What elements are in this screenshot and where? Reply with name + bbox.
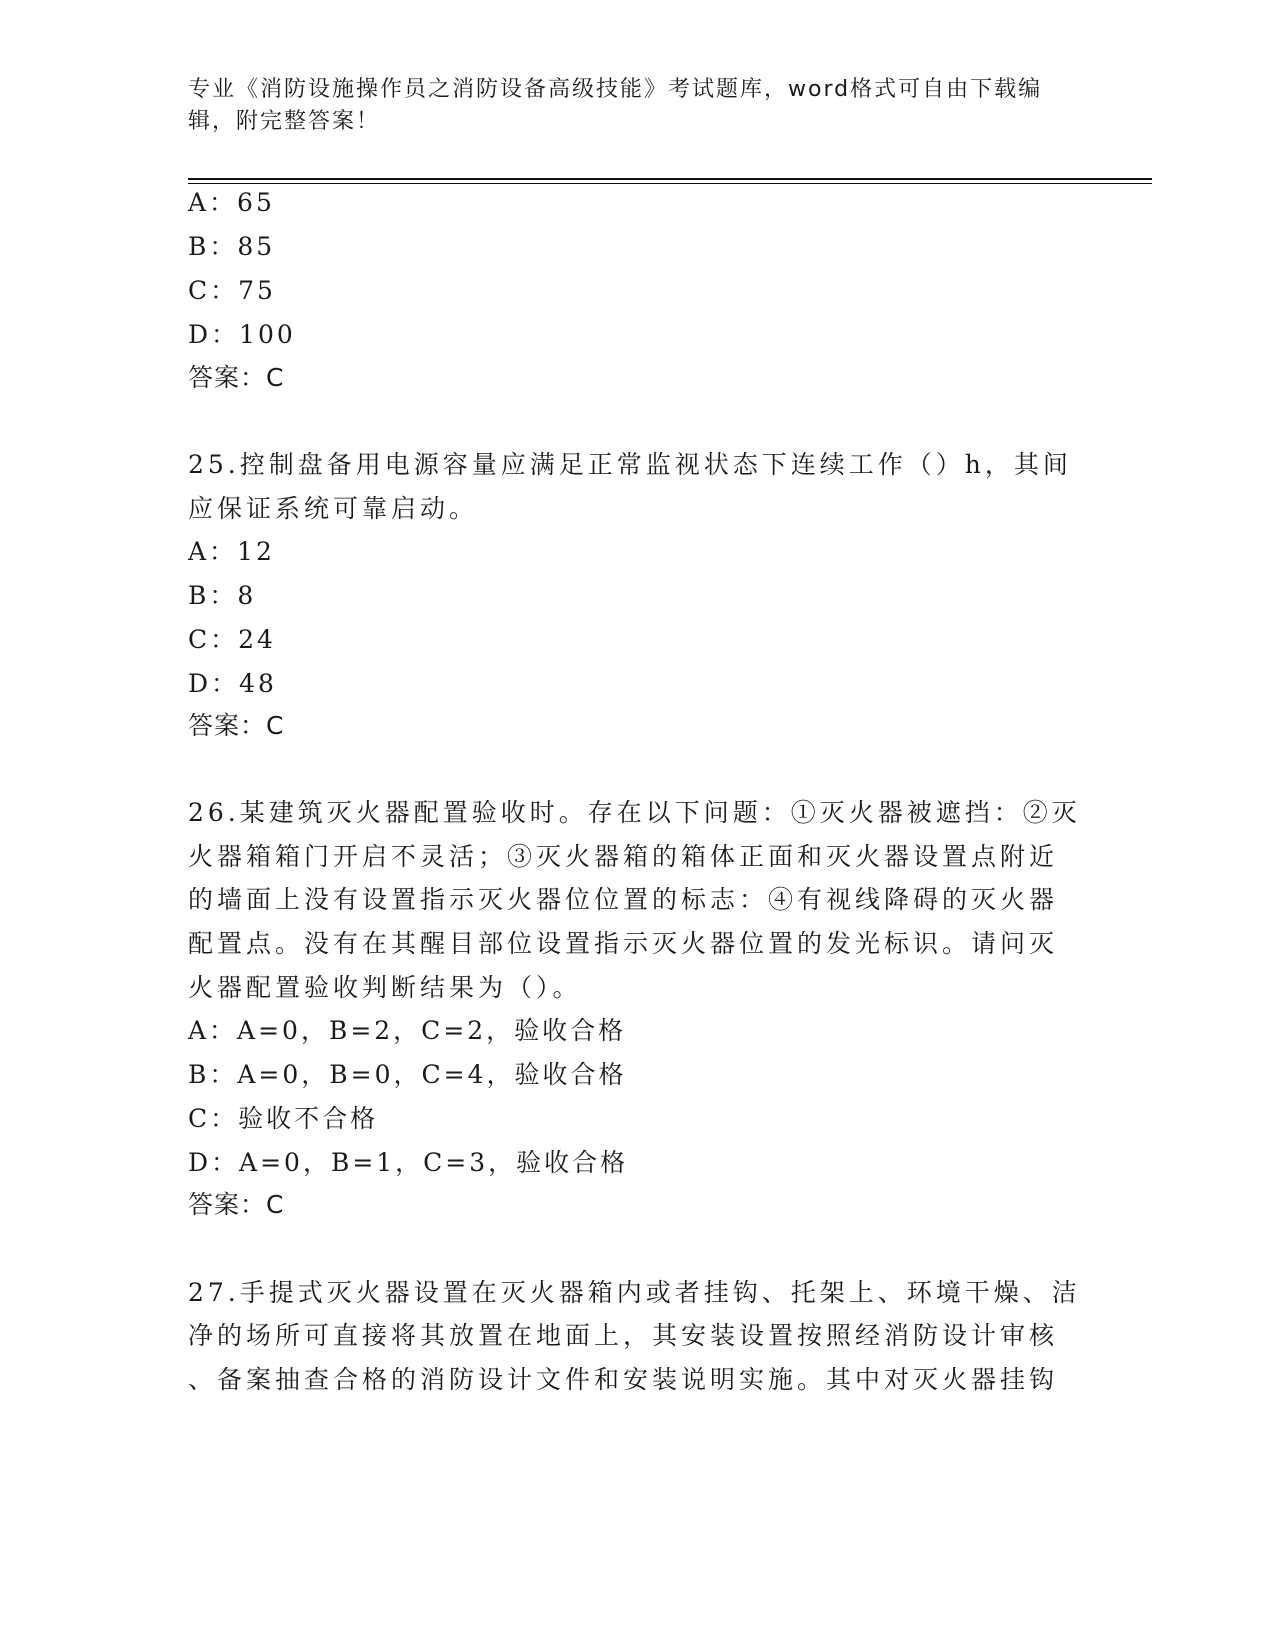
q26-option-a: A：A=0，B=2，C=2，验收合格 bbox=[188, 1016, 627, 1045]
q26-text-line-2: 火器箱箱门开启不灵活；③灭火器箱的箱体正面和灭火器设置点附近 bbox=[188, 842, 1059, 871]
q24-option-b: B：85 bbox=[188, 232, 276, 261]
q24-option-d: D：100 bbox=[188, 320, 296, 349]
q26-option-b: B：A=0，B=0，C=4，验收合格 bbox=[188, 1060, 627, 1089]
header-rule-thick bbox=[188, 178, 1152, 180]
q27-text-line-1: 27.手提式灭火器设置在灭火器箱内或者挂钩、托架上、环境干燥、洁 bbox=[188, 1278, 1081, 1307]
q24-option-c: C：75 bbox=[188, 276, 276, 305]
q25-option-a: A：12 bbox=[188, 537, 275, 566]
q25-option-b: B：8 bbox=[188, 581, 257, 610]
document-header bbox=[188, 74, 1078, 138]
q26-text-line-5: 火器配置验收判断结果为（）。 bbox=[188, 973, 582, 1002]
q27-text-line-2: 净的场所可直接将其放置在地面上，其安装设置按照经消防设计审核 bbox=[188, 1321, 1059, 1350]
q26-option-c: C：验收不合格 bbox=[188, 1104, 379, 1133]
q26-text-line-3: 的墙面上没有设置指示灭火器位位置的标志：④有视线降碍的灭火器 bbox=[188, 885, 1059, 914]
q27-text-line-3: 、备案抽查合格的消防设计文件和安装说明实施。其中对灭火器挂钩 bbox=[188, 1365, 1059, 1394]
q25-option-c: C：24 bbox=[188, 625, 276, 654]
q24-answer: 答案：C bbox=[188, 363, 285, 392]
q26-option-d: D：A=0，B=1，C=3，验收合格 bbox=[188, 1148, 629, 1177]
q26-text-line-1: 26.某建筑灭火器配置验收时。存在以下问题：①灭火器被遮挡：②灭 bbox=[188, 798, 1081, 827]
q25-option-d: D：48 bbox=[188, 669, 277, 698]
q25-text-line-2: 应保证系统可靠启动。 bbox=[188, 494, 479, 523]
header-line-2: 辑，附完整答案！ bbox=[188, 109, 381, 134]
q26-text-line-4: 配置点。没有在其醒目部位设置指示灭火器位置的发光标识。请问灭 bbox=[188, 929, 1059, 958]
header-rule-thin bbox=[188, 183, 1152, 184]
q26-answer: 答案：C bbox=[188, 1190, 285, 1219]
q24-option-a: A：65 bbox=[188, 188, 275, 217]
q25-text-line-1: 25.控制盘备用电源容量应满足正常监视状态下连续工作（）h，其间 bbox=[188, 450, 1072, 479]
header-line-1: 专业《消防设施操作员之消防设备高级技能》考试题库，word格式可自由下载编 bbox=[188, 77, 1043, 102]
q25-answer: 答案：C bbox=[188, 711, 285, 740]
